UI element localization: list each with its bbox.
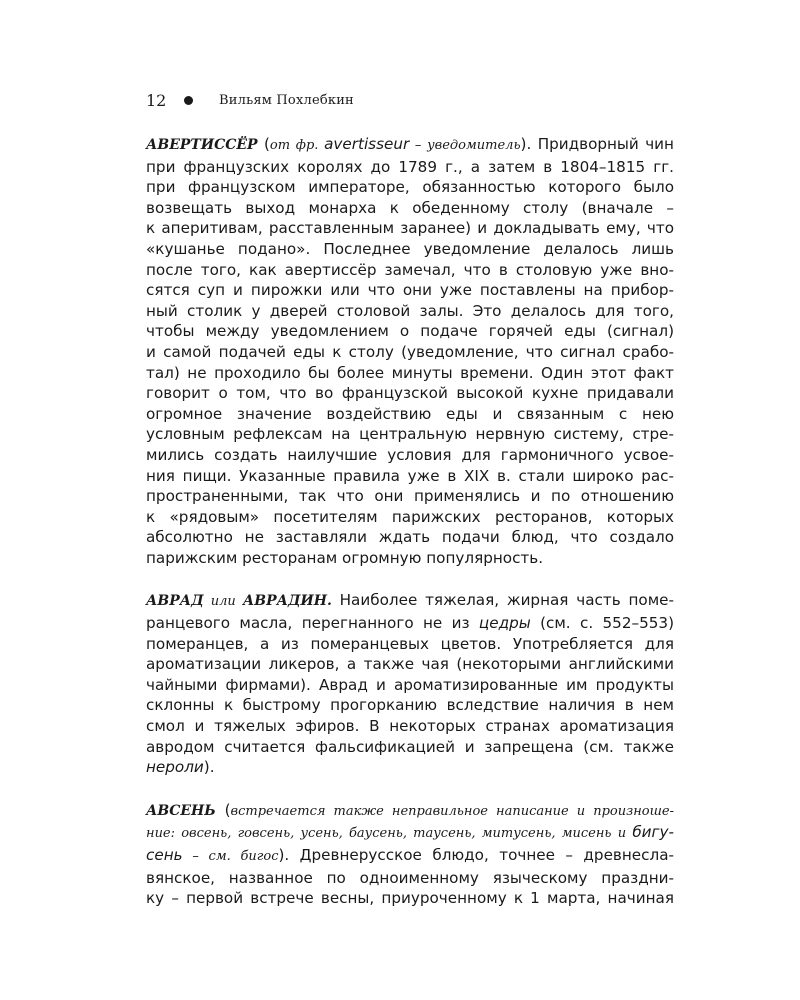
- body-text: ный столик у дверей столовой залы. Это делалось для того,: [146, 301, 674, 320]
- italic-text: avertisseur: [324, 135, 410, 153]
- text-line: [146, 695, 674, 716]
- text-line: [146, 239, 674, 260]
- italic-text: – см. бигос: [182, 849, 279, 864]
- dictionary-entry: [146, 134, 674, 568]
- text-line: [146, 675, 674, 696]
- body-text: ароматизации ликеров, а также чая (некоторыми английскими: [146, 655, 674, 674]
- body-text: (см. с. 552–553): [530, 614, 674, 633]
- text-line: [146, 466, 674, 487]
- italic-text: – уведомитель: [409, 138, 521, 153]
- text-line: [146, 342, 674, 363]
- body-text: ранцевого масла, перегнанного не из: [146, 614, 479, 633]
- italic-text: нероли: [146, 758, 204, 777]
- text-line: [146, 301, 674, 322]
- text-line: [146, 424, 674, 445]
- body-text: чайными фирмами). Аврад и ароматизированные им продукты: [146, 675, 674, 694]
- body-text: авродом считается фальсификацией и запрещена (см. также: [146, 737, 674, 756]
- text-line: [146, 654, 674, 675]
- text-line: [146, 260, 674, 281]
- dictionary-entry: [146, 800, 674, 909]
- text-line: [146, 177, 674, 198]
- body-text: при французских королях до 1789 г., а затем в 1804–1815 гг.: [146, 157, 674, 176]
- text-line: [146, 527, 674, 548]
- text-line: [146, 737, 674, 758]
- headword: АВРАД: [146, 593, 204, 610]
- text-line: [146, 218, 674, 239]
- italic-text: встречается также неправильное написание и произноше-: [230, 803, 674, 819]
- text-line: [146, 363, 674, 384]
- body-text: к «рядовым» посетителям парижских ресторанов, которых: [146, 507, 674, 526]
- text-line: [146, 613, 674, 634]
- body-text: ). Древнерусское блюдо, точнее – древнесла-: [278, 846, 674, 864]
- dictionary-entry: [146, 590, 674, 777]
- body-text: ния пищи. Указанные правила уже в XIX в. стали широко рас-: [146, 466, 674, 485]
- body-text: «кушанье подано». Последнее уведомление делалось лишь: [146, 239, 674, 258]
- body-text: ку – первой встрече весны, приуроченному к 1 марта, начиная: [146, 889, 674, 908]
- text-line: [146, 845, 674, 868]
- text-line: [146, 198, 674, 219]
- text-line: [146, 548, 674, 569]
- text-line: [146, 868, 674, 889]
- body-text: (: [215, 800, 231, 819]
- body-text: склонны к быстрому прогорканию вследствие наличия в нем: [146, 696, 674, 715]
- text-line: [146, 445, 674, 466]
- italic-text: от фр.: [269, 138, 325, 153]
- italic-text: или: [203, 594, 243, 610]
- text-line: [146, 590, 674, 613]
- text-line: [146, 822, 674, 845]
- italic-text: ние: овсень, говсень, усень, баусень, таусень, митусень, мисень и: [146, 826, 633, 842]
- body-text: (: [257, 135, 270, 153]
- headword: АВРАДИН.: [242, 593, 332, 610]
- body-text: условным рефлексам на центральную нервную систему, стре-: [146, 425, 674, 444]
- body-text: чтобы между уведомлением о подаче горячей еды (сигнал): [146, 322, 674, 341]
- text-line: [146, 888, 674, 909]
- italic-text: цедры: [478, 614, 531, 633]
- text-line: [146, 404, 674, 425]
- body-text: к аперитивам, расставленным заранее) и докладывать ему, что: [146, 219, 674, 238]
- text-line: [146, 507, 674, 528]
- text-line: [146, 157, 674, 178]
- body-text: возвещать выход монарха к обеденному столу (вначале –: [146, 198, 674, 217]
- body-text: тал) не проходило бы более минуты времени. Один этот факт: [146, 363, 674, 382]
- body-text: сятся суп и пирожки или что они уже поставлены на прибор-: [146, 281, 674, 300]
- body-text: после того, как авертиссёр замечал, что в столовую уже вно-: [146, 260, 674, 279]
- body-text: мились создать наилучшие условия для гармоничного усвое-: [146, 445, 674, 464]
- text-line: [146, 280, 674, 301]
- body-text: вянское, названное по одноименному языческому праздни-: [146, 868, 674, 887]
- body-text: парижским ресторанам огромную популярность.: [146, 548, 544, 567]
- body-text: говорит о том, что во французской высокой кухне придавали: [146, 384, 674, 403]
- text-line: [146, 757, 674, 778]
- bullet-separator-icon: [184, 96, 193, 105]
- dictionary-body: [146, 134, 674, 931]
- body-text: смол и тяжелых эфиров. В некоторых странах ароматизация: [146, 717, 674, 736]
- body-text: абсолютно не заставляли ждать подачи блюд, что создало: [146, 528, 674, 547]
- text-line: [146, 321, 674, 342]
- body-text: при французском императоре, обязанностью которого было: [146, 178, 674, 197]
- body-text: огромное значение воздействию еды и связанным с нею: [146, 404, 674, 423]
- headword: АВСЕНЬ: [146, 802, 216, 819]
- italic-text: бигу-: [632, 823, 674, 842]
- body-text: Наиболее тяжелая, жирная часть поме-: [331, 591, 674, 610]
- text-line: [146, 800, 674, 823]
- body-text: ).: [203, 758, 215, 777]
- body-text: пространенными, так что они применялись и по отношению: [146, 487, 674, 506]
- italic-text: сень: [146, 846, 183, 864]
- page-number: 12: [146, 90, 167, 110]
- running-author: Вильям Похлебкин: [219, 92, 354, 108]
- running-header: [146, 88, 354, 112]
- body-text: ). Придворный чин: [520, 135, 674, 153]
- headword: АВЕРТИССЁР: [146, 137, 258, 153]
- text-line: [146, 134, 674, 157]
- text-line: [146, 486, 674, 507]
- text-line: [146, 716, 674, 737]
- body-text: и самой подачей еды к столу (уведомление, что сигнал срабо-: [146, 342, 674, 361]
- text-line: [146, 634, 674, 655]
- text-line: [146, 383, 674, 404]
- body-text: померанцев, а из померанцевых цветов. Употребляется для: [146, 634, 674, 653]
